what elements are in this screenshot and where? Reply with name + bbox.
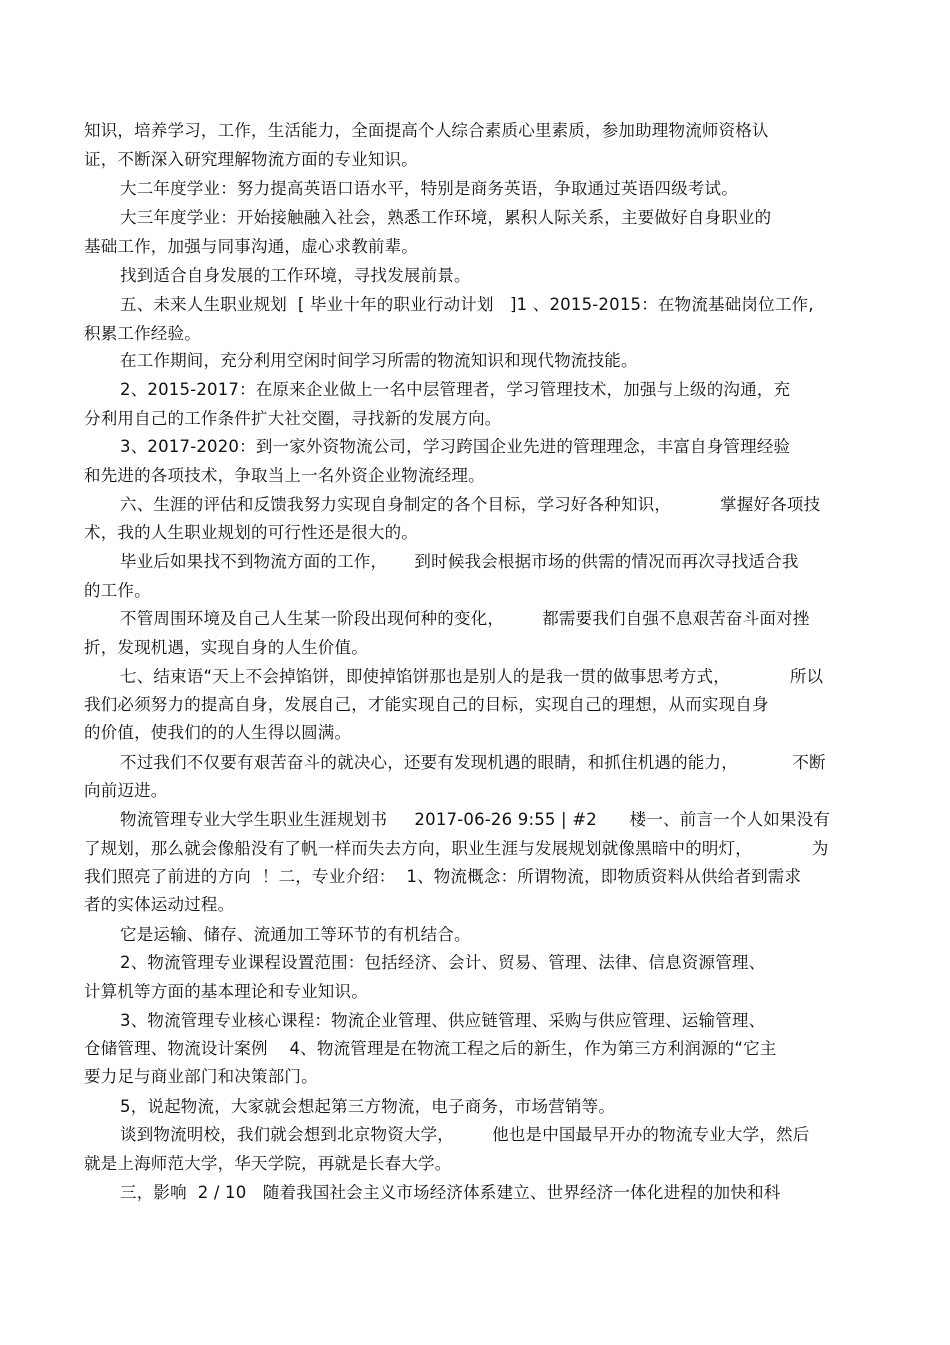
text-line: 物流管理专业大学生职业生涯规划书 2017-06-26 9:55 | #2 楼一、前言一个人如果没有 bbox=[120, 810, 831, 829]
text-line: 计算机等方面的基本理论和专业知识。 bbox=[84, 982, 368, 1001]
text-line: 向前迈进。 bbox=[84, 781, 168, 800]
text-line: 仓储管理、物流设计案例 4、物流管理是在物流工程之后的新生，作为第三方利润源的“它主 bbox=[84, 1039, 777, 1058]
text-line: 谈到物流明校，我们就会想到北京物资大学， 他也是中国最早开办的物流专业大学，然后 bbox=[120, 1125, 810, 1144]
text-line: 者的实体运动过程。 bbox=[84, 895, 235, 914]
text-line: 积累工作经验。 bbox=[84, 324, 201, 343]
text-line: 我们照亮了前进的方向 ！二，专业介绍： 1、物流概念：所谓物流，即物质资料从供给者到需求 bbox=[84, 867, 802, 886]
text-line: 分利用自己的工作条件扩大社交圈，寻找新的发展方向。 bbox=[84, 409, 502, 428]
text-line: 大三年度学业：开始接触融入社会，熟悉工作环境，累积人际关系，主要做好自身职业的 bbox=[120, 208, 772, 227]
text-line: 我们必须努力的提高自身，发展自己，才能实现自己的目标，实现自己的理想，从而实现自身 bbox=[84, 695, 769, 714]
text-line: 大二年度学业：努力提高英语口语水平，特别是商务英语，争取通过英语四级考试。 bbox=[120, 179, 738, 198]
text-line: 六、生涯的评估和反馈我努力实现自身制定的各个目标，学习好各种知识， 掌握好各项技 bbox=[120, 495, 821, 514]
text-line: 三，影响 2 / 10 随着我国社会主义市场经济体系建立、世界经济一体化进程的加快和科 bbox=[120, 1183, 781, 1202]
text-line: 五、未来人生职业规划 [ 毕业十年的职业行动计划 ]1 、2015-2015：在物流基础岗位工作, bbox=[120, 295, 814, 314]
text-line: 5，说起物流，大家就会想起第三方物流，电子商务，市场营销等。 bbox=[120, 1097, 615, 1116]
text-line: 在工作期间，充分利用空闲时间学习所需的物流知识和现代物流技能。 bbox=[120, 351, 638, 370]
text-line: 了规划，那么就会像船没有了帆一样而失去方向，职业生涯与发展规划就像黑暗中的明灯， 为 bbox=[84, 839, 829, 858]
text-line: 毕业后如果找不到物流方面的工作， 到时候我会根据市场的供需的情况而再次寻找适合我 bbox=[120, 552, 799, 571]
text-line: 3、2017-2020：到一家外资物流公司，学习跨国企业先进的管理理念，丰富自身管理经验 bbox=[120, 437, 791, 456]
text-line: 2、物流管理专业课程设置范围：包括经济、会计、贸易、管理、法律、信息资源管理、 bbox=[120, 953, 766, 972]
text-line: 的价值，使我们的的人生得以圆满。 bbox=[84, 723, 352, 742]
text-line: 要力足与商业部门和决策部门。 bbox=[84, 1067, 318, 1086]
text-line: 术，我的人生职业规划的可行性还是很大的。 bbox=[84, 523, 418, 542]
text-line: 2、2015-2017：在原来企业做上一名中层管理者，学习管理技术，加强与上级的沟通，充 bbox=[120, 380, 791, 399]
text-line: 不过我们不仅要有艰苦奋斗的就决心，还要有发现机遇的眼睛，和抓住机遇的能力， 不断 bbox=[120, 753, 826, 772]
text-line: 和先进的各项技术，争取当上一名外资企业物流经理。 bbox=[84, 466, 485, 485]
text-line: 的工作。 bbox=[84, 581, 151, 600]
text-line: 3、物流管理专业核心课程：物流企业管理、供应链管理、采购与供应管理、运输管理、 bbox=[120, 1011, 766, 1030]
text-line: 证，不断深入研究理解物流方面的专业知识。 bbox=[84, 150, 418, 169]
text-line: 基础工作，加强与同事沟通，虚心求教前辈。 bbox=[84, 237, 418, 256]
text-line: 它是运输、储存、流通加工等环节的有机结合。 bbox=[120, 925, 471, 944]
text-line: 找到适合自身发展的工作环境，寻找发展前景。 bbox=[120, 266, 471, 285]
text-line: 不管周围环境及自己人生某一阶段出现何种的变化， 都需要我们自强不息艰苦奋斗面对挫 bbox=[120, 609, 810, 628]
text-line: 知识，培养学习，工作，生活能力，全面提高个人综合素质心里素质，参加助理物流师资格认 bbox=[84, 121, 769, 140]
text-line: 七、结束语“天上不会掉馅饼，即使掉馅饼那也是别人的是我一贯的做事思考方式， 所以 bbox=[120, 667, 824, 686]
text-line: 折，发现机遇，实现自身的人生价值。 bbox=[84, 638, 368, 657]
text-line: 就是上海师范大学，华天学院，再就是长春大学。 bbox=[84, 1154, 452, 1173]
